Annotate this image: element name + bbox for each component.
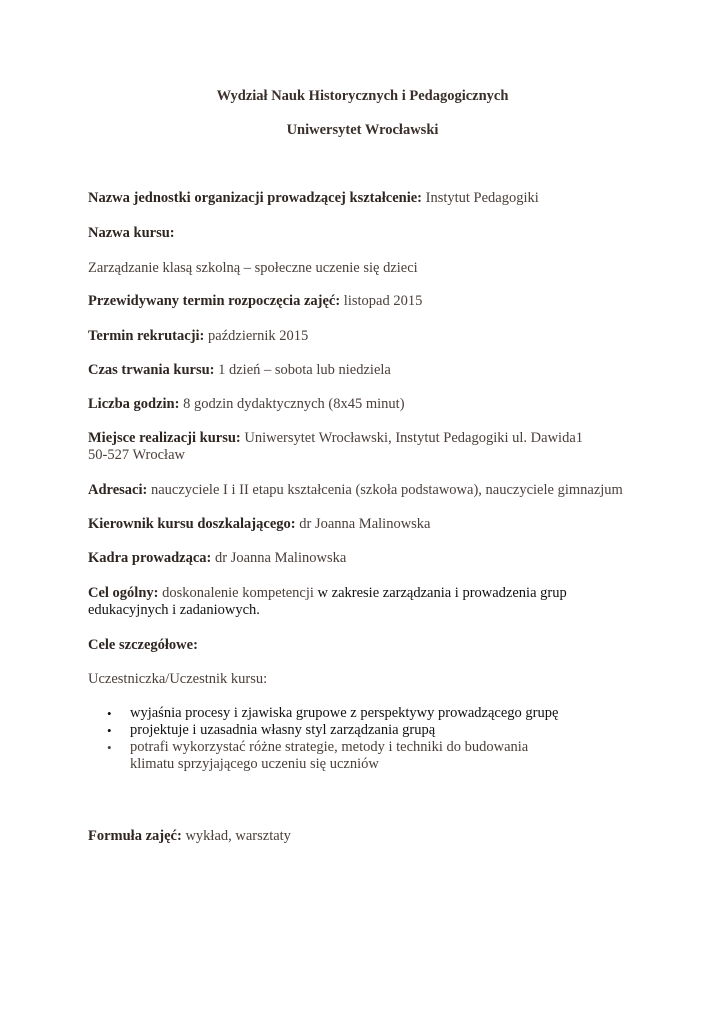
hours-field xyxy=(88,396,648,413)
list-item xyxy=(88,739,648,773)
participant-text: Uczestniczka/Uczestnik kursu: xyxy=(88,671,268,687)
unit-field xyxy=(88,190,648,207)
list-item xyxy=(88,705,648,722)
bullet-icon: • xyxy=(107,706,112,721)
goal-label: Cel ogólny: xyxy=(88,585,159,601)
duration-value: 1 dzień – sobota lub niedziela xyxy=(218,362,391,378)
form-field xyxy=(88,828,648,845)
goal-value-2: edukacyjnych i zadaniowych. xyxy=(88,602,260,618)
bullet-icon: • xyxy=(107,723,112,738)
director-value: dr Joanna Malinowska xyxy=(299,516,431,532)
location-line-2 xyxy=(88,447,648,464)
course-name-value-line xyxy=(88,260,648,277)
list-item xyxy=(88,722,648,739)
list-item-text: potrafi wykorzystać różne strategie, metody i techniki do budowania klimatu sprzyjającego uczeniu się uczniów xyxy=(130,739,529,772)
unit-label: Nazwa jednostki organizacji prowadzącej kształcenie: xyxy=(88,190,422,206)
form-value: wykład, warsztaty xyxy=(185,828,291,844)
hours-label: Liczba godzin: xyxy=(88,396,180,412)
university-heading: Uniwersytet Wrocławski xyxy=(286,122,439,138)
location-postal: 50-527 Wrocław xyxy=(88,447,185,463)
start-value: listopad 2015 xyxy=(343,293,423,309)
goal-value-b: w zakresie zarządzania i prowadzenia grup xyxy=(317,585,567,601)
goal-line-2 xyxy=(88,602,648,619)
staff-field xyxy=(88,550,648,567)
list-item-text: wyjaśnia procesy i zjawiska grupowe z perspektywy prowadzącego grupę xyxy=(130,705,559,721)
participant-line xyxy=(88,671,648,688)
staff-value: dr Joanna Malinowska xyxy=(215,550,347,566)
audience-field xyxy=(88,482,648,499)
staff-label: Kadra prowadząca: xyxy=(88,550,212,566)
recruitment-field xyxy=(88,328,648,345)
specific-goals-field xyxy=(88,637,648,654)
location-field xyxy=(88,430,648,447)
location-value: Uniwersytet Wrocławski, Instytut Pedagogiki ul. Dawida1 xyxy=(244,430,584,446)
list-item-text: projektuje i uzasadnia własny styl zarządzania grupą xyxy=(130,722,436,738)
hours-value: 8 godzin dydaktycznych (8x45 minut) xyxy=(183,396,405,412)
recruitment-label: Termin rekrutacji: xyxy=(88,328,205,344)
duration-label: Czas trwania kursu: xyxy=(88,362,215,378)
course-name-value: Zarządzanie klasą szkolną – społeczne uczenie się dzieci xyxy=(88,260,418,276)
location-label: Miejsce realizacji kursu: xyxy=(88,430,241,446)
specific-goals-list xyxy=(88,705,648,773)
course-name-field xyxy=(88,225,648,242)
goal-value-a: doskonalenie kompetencji xyxy=(162,585,314,601)
audience-value: nauczyciele I i II etapu kształcenia (szkoła podstawowa), nauczyciele gimnazjum xyxy=(150,482,623,498)
director-field xyxy=(88,516,648,533)
duration-field xyxy=(88,362,648,379)
course-name-label: Nazwa kursu: xyxy=(88,225,175,241)
form-label: Formuła zajęć: xyxy=(88,828,182,844)
bullet-icon: • xyxy=(107,740,112,755)
director-label: Kierownik kursu doszkalającego: xyxy=(88,516,296,532)
audience-label: Adresaci: xyxy=(88,482,148,498)
start-label: Przewidywany termin rozpoczęcia zajęć: xyxy=(88,293,341,309)
goal-field xyxy=(88,585,648,602)
start-field xyxy=(88,293,648,310)
faculty-heading: Wydział Nauk Historycznych i Pedagogicznych xyxy=(216,88,509,104)
unit-value: Instytut Pedagogiki xyxy=(425,190,539,206)
recruitment-value: październik 2015 xyxy=(208,328,309,344)
specific-goals-label: Cele szczegółowe: xyxy=(88,637,198,653)
